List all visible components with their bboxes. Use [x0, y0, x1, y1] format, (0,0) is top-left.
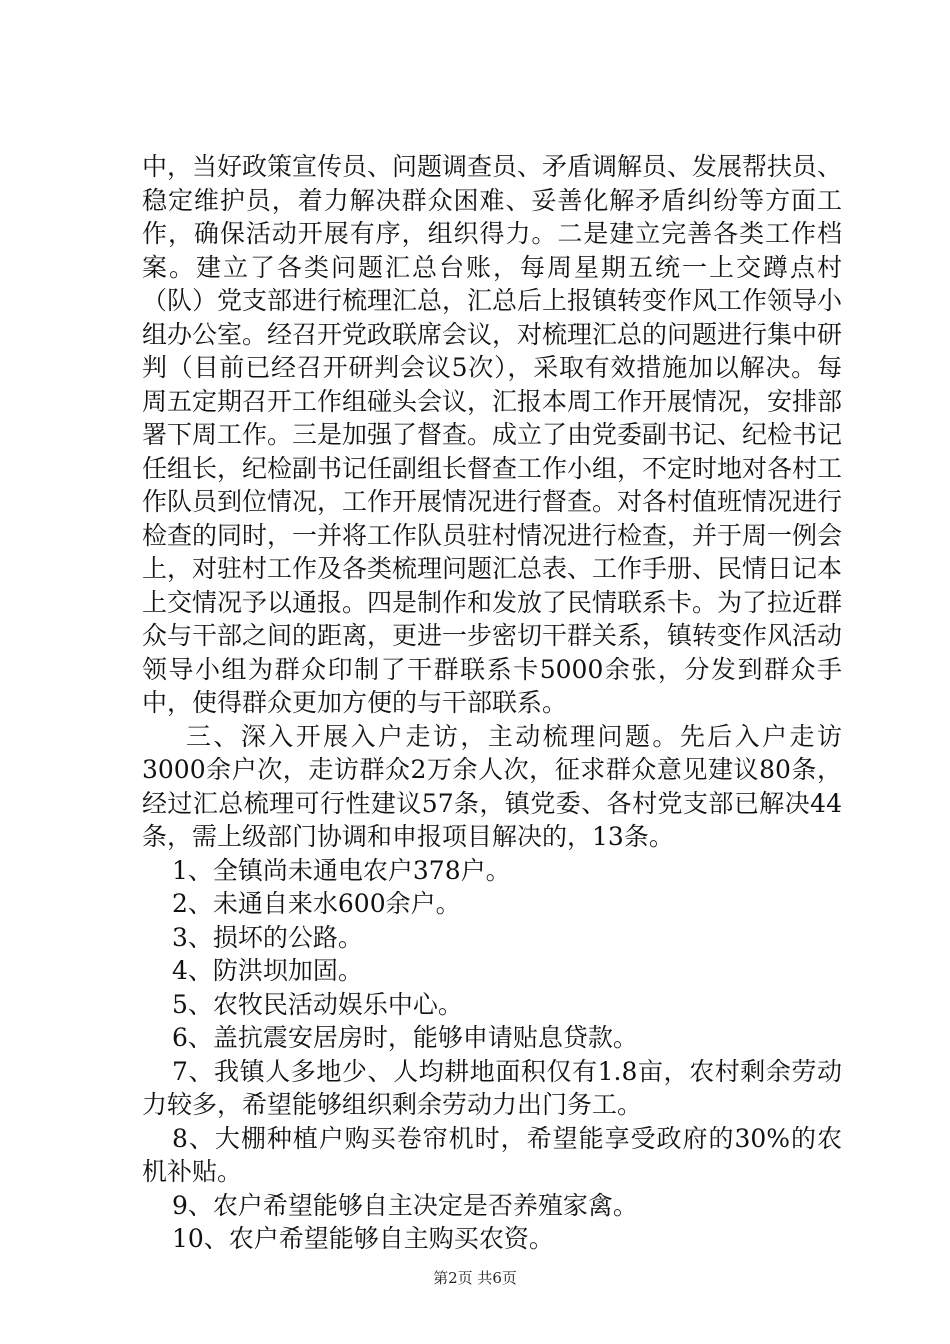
list-item: 9、农户希望能够自主决定是否养殖家禽。 [172, 1190, 638, 1220]
list-item: 5、农牧民活动娱乐中心。 [172, 989, 463, 1019]
list-item: 6、盖抗震安居房时，能够申请贴息贷款。 [172, 1023, 638, 1052]
list-item: 8、大棚种植户购买卷帘机时，希望能享受政府的30%的农机补贴。 [142, 1123, 842, 1186]
list-item: 4、防洪坝加固。 [172, 956, 363, 985]
paragraph-household-visits: 三、深入开展入户走访，主动梳理问题。先后入户走访3000余户次，走访群众2万余人次，征求群众意见建议80条，经过汇总梳理可行性建议57条，镇党委、各村党支部已解决44条，需上级部门协调和申报项目解决的，13条。 [142, 721, 842, 851]
list-item: 1、全镇尚未通电农户378户。 [172, 855, 511, 885]
paragraph-work-measures: 中，当好政策宣传员、问题调查员、矛盾调解员、发展帮扶员、稳定维护员，着力解决群众困难、妥善化解矛盾纠纷等方面工作，确保活动开展有序，组织得力。二是建立完善各类工作档案。建立了各类问题汇总台账，每周星期五统一上交蹲点村（队）党支部进行梳理汇总，汇总后上报镇转变作风工作领导小组办公室。经召开党政联席会议，对梳理汇总的问题进行集中研判（目前已经召开研判会议5次），采取有效措施加以解决。每周五定期召开工作组碰头会议，汇报本周工作开展情况，安排部署下周工作。三是加强了督查。成立了由党委副书记、纪检书记任组长，纪检副书记任副组长督查工作小组，不定时地对各村工作队员到位情况，工作开展情况进行督查。对各村值班情况进行检查的同时，一并将工作队员驻村情况进行检查，并于周一例会上，对驻村工作及各类梳理问题汇总表、工作手册、民情日记本上交情况予以通报。四是制作和发放了民情联系卡。为了拉近群众与干部之间的距离，更进一步密切干群关系，镇转变作风活动领导小组为群众印制了干群联系卡5000余张，分发到群众手中，使得群众更加方便的与干部联系。 [142, 152, 843, 717]
list-item: 2、未通自来水600余户。 [172, 889, 461, 918]
list-item: 10、农户希望能够自主购买农资。 [172, 1224, 554, 1253]
document-body [142, 150, 842, 1256]
list-item: 7、我镇人多地少、人均耕地面积仅有1.8亩，农村剩余劳动力较多，希望能够组织剩余劳动力出门务工。 [142, 1056, 842, 1119]
list-item: 3、损坏的公路。 [172, 922, 363, 952]
page-number-footer: 第2页 共6页 [433, 1269, 517, 1287]
